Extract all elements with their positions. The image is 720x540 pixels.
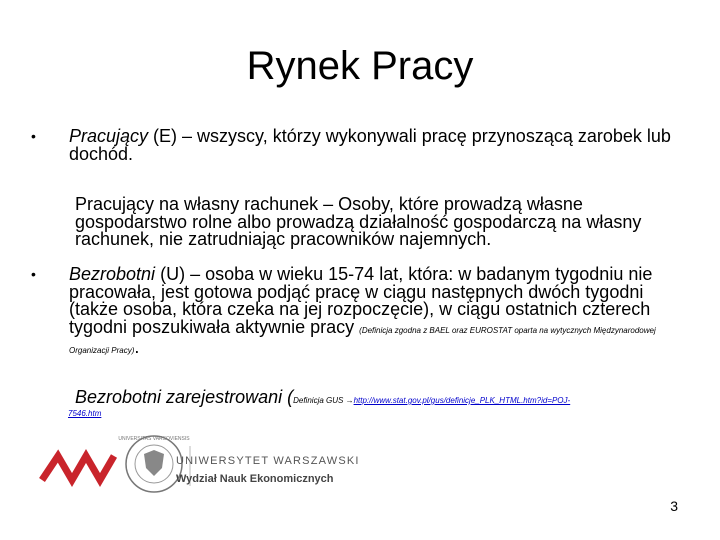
bullet-text — [69, 266, 689, 360]
bullet-icon: • — [31, 128, 36, 144]
university-name: UNIWERSYTET WARSZAWSKI — [176, 455, 360, 467]
logo-svg — [36, 432, 366, 498]
bullet-text — [69, 128, 689, 163]
term-bezrobotni-zarejestrowani: Bezrobotni zarejestrowani ( — [75, 387, 294, 407]
bullet-icon: • — [31, 266, 36, 282]
eagle-icon — [144, 450, 164, 476]
zigzag-icon — [42, 456, 114, 480]
slide-title: Rynek Pracy — [246, 44, 474, 88]
gus-note: Definicja GUS — [293, 396, 346, 405]
gus-link-continuation[interactable] — [68, 409, 101, 418]
seal-text: UNIVERSITAS VARSOVIENSIS — [118, 436, 190, 442]
gus-link[interactable]: http://www.stat.gov.pl/gus/definicje_PLK_HTML.htm?id=POJ- — [353, 396, 571, 405]
term-pracujacy: Pracujący — [69, 126, 149, 146]
definition-text: – wszyscy, którzy wykonywali pracę przynoszącą zarobek lub dochód. — [69, 126, 671, 164]
sub-pracujacy-wlasny-rachunek: Pracujący na własny rachunek – Osoby, które prowadzą własne gospodarstwo rolne albo prowadzą działalność gospodarczą na własny rachunek, nie zatrudniając pracowników najemnych. — [75, 194, 642, 249]
definition-end: . — [134, 337, 140, 357]
university-logo — [36, 432, 366, 498]
gus-link-cont-text[interactable]: 7546.htm — [68, 409, 102, 418]
definition-text: – osoba w wieku 15-74 lat, która: w badanym tygodniu nie pracowała, jest gotowa podjąć pracę w ciągu następnych dwóch tygodni (także osoba, która czeka na jej rozpoczęcie), w ciągu ostatnich czterech tygodni poszukiwała aktywnie pracy — [69, 264, 653, 337]
faculty-name: Wydział Nauk Ekonomicznych — [176, 473, 334, 485]
page-number: 3 — [670, 498, 678, 514]
arrow-icon: → — [345, 396, 354, 405]
abbr-u: (U) — [160, 264, 186, 284]
term-bezrobotni: Bezrobotni — [69, 264, 156, 284]
definition-note: (Definicja zgodna z BAEL oraz EUROSTAT oparta na wytycznych Międzynarodowej Organizacji Pracy) — [69, 325, 656, 355]
abbr-e: (E) — [153, 126, 178, 146]
sub-bezrobotni-zarejestrowani — [75, 389, 675, 410]
